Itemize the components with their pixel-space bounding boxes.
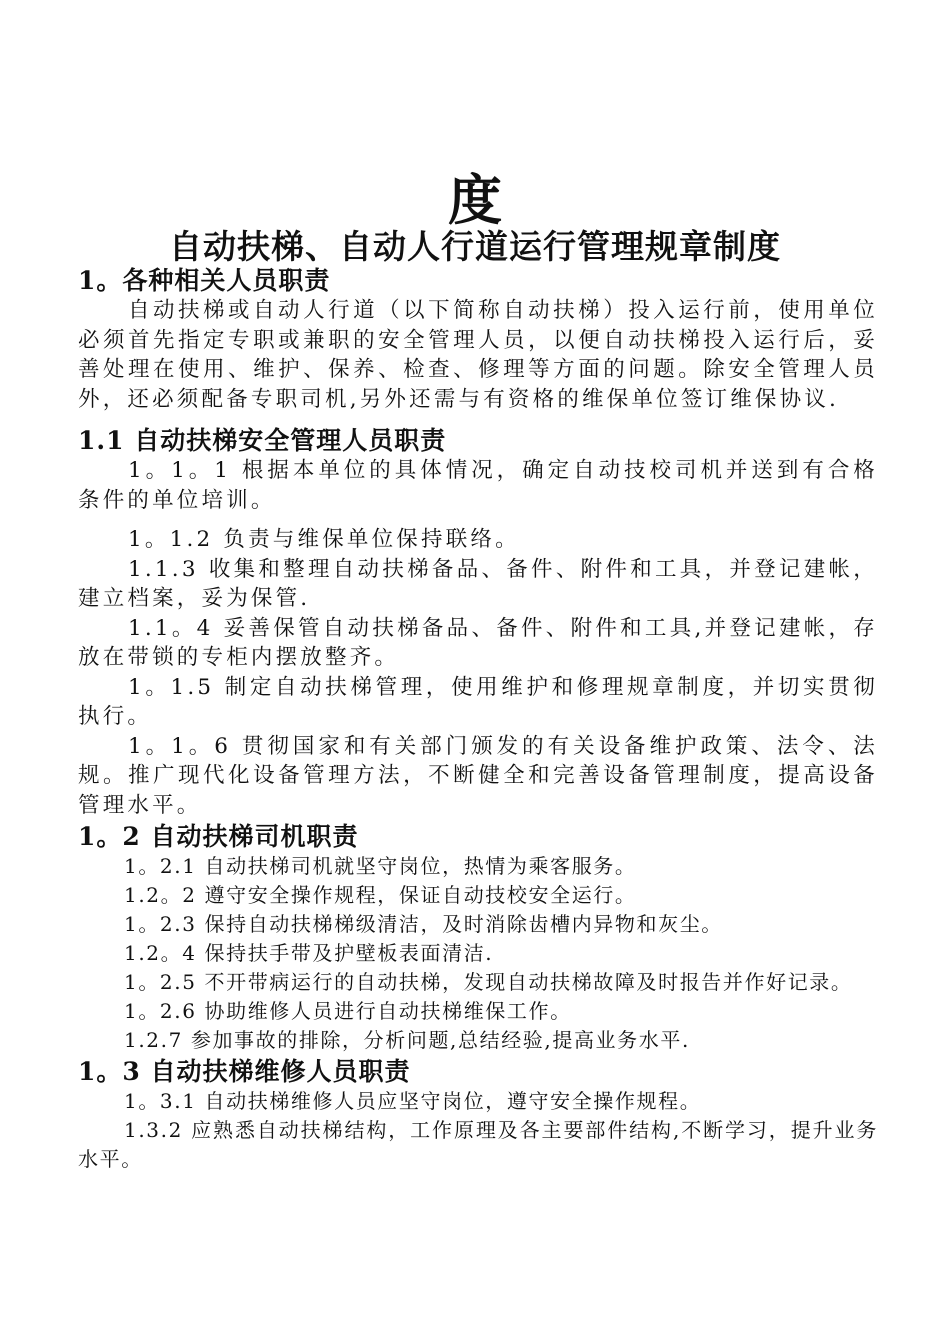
list-item: 1。1。1 根据本单位的具体情况，确定自动技校司机并送到有合格条件的单位培训。: [78, 458, 878, 513]
list-item: 1.2。2 遵守安全操作规程，保证自动技校安全运行。: [124, 883, 637, 907]
list-item: 1.1。4 妥善保管自动扶梯备品、备件、附件和工具,并登记建帐，存放在带锁的专柜内摆放整齐。: [78, 615, 878, 670]
list-item: 1.3.2 应熟悉自动扶梯结构，工作原理及各主要部件结构,不断学习，提升业务水平。: [78, 1118, 878, 1171]
list-item: 1。2.5 不开带病运行的自动扶梯，发现自动扶梯故障及时报告并作好记录。: [124, 970, 853, 994]
document-body: [78, 266, 878, 1174]
list-item: 1。2.3 保持自动扶梯梯级清洁，及时消除齿槽内异物和灰尘。: [124, 912, 723, 936]
list-item: 1.1.3 收集和整理自动扶梯备品、备件、附件和工具，并登记建帐，建立档案，妥为保管.: [78, 556, 878, 611]
list-item: 1。2.6 协助维修人员进行自动扶梯维保工作。: [124, 999, 572, 1023]
section-heading-1: 1。各种相关人员职责: [78, 266, 331, 295]
list-item: 1。1。6 贯彻国家和有关部门颁发的有关设备维护政策、法令、法规。推广现代化设备管理方法，不断健全和完善设备管理制度，提高设备管理水平。: [78, 733, 878, 818]
section-1-intro: 自动扶梯或自动人行道（以下简称自动扶梯）投入运行前，使用单位必须首先指定专职或兼职的安全管理人员，以便自动扶梯投入运行后，妥善处理在使用、维护、保养、检查、修理等方面的问题。除安全管理人员外，还必须配备专职司机,另外还需与有资格的维保单位签订维保协议.: [78, 298, 878, 412]
list-item: 1。3.1 自动扶梯维修人员应坚守岗位，遵守安全操作规程。: [124, 1089, 702, 1113]
list-item: 1.2.7 参加事故的排除，分析问题,总结经验,提高业务水平.: [124, 1028, 690, 1052]
document-title: 自动扶梯、自动人行道运行管理规章制度: [169, 227, 781, 266]
section-heading-1-3: 1。3 自动扶梯维修人员职责: [78, 1057, 411, 1086]
list-item: 1。1.5 制定自动扶梯管理，使用维护和修理规章制度，并切实贯彻执行。: [78, 674, 878, 729]
list-item: 1。1.2 负责与维保单位保持联络。: [128, 527, 520, 552]
section-heading-1-1: 1.1 自动扶梯安全管理人员职责: [78, 426, 447, 455]
section-heading-1-2: 1。2 自动扶梯司机职责: [78, 822, 359, 851]
list-item: 1。2.1 自动扶梯司机就坚守岗位，热情为乘客服务。: [124, 854, 637, 878]
top-fragment-char: 度: [448, 168, 502, 232]
list-item: 1.2。4 保持扶手带及护壁板表面清洁.: [124, 941, 494, 965]
